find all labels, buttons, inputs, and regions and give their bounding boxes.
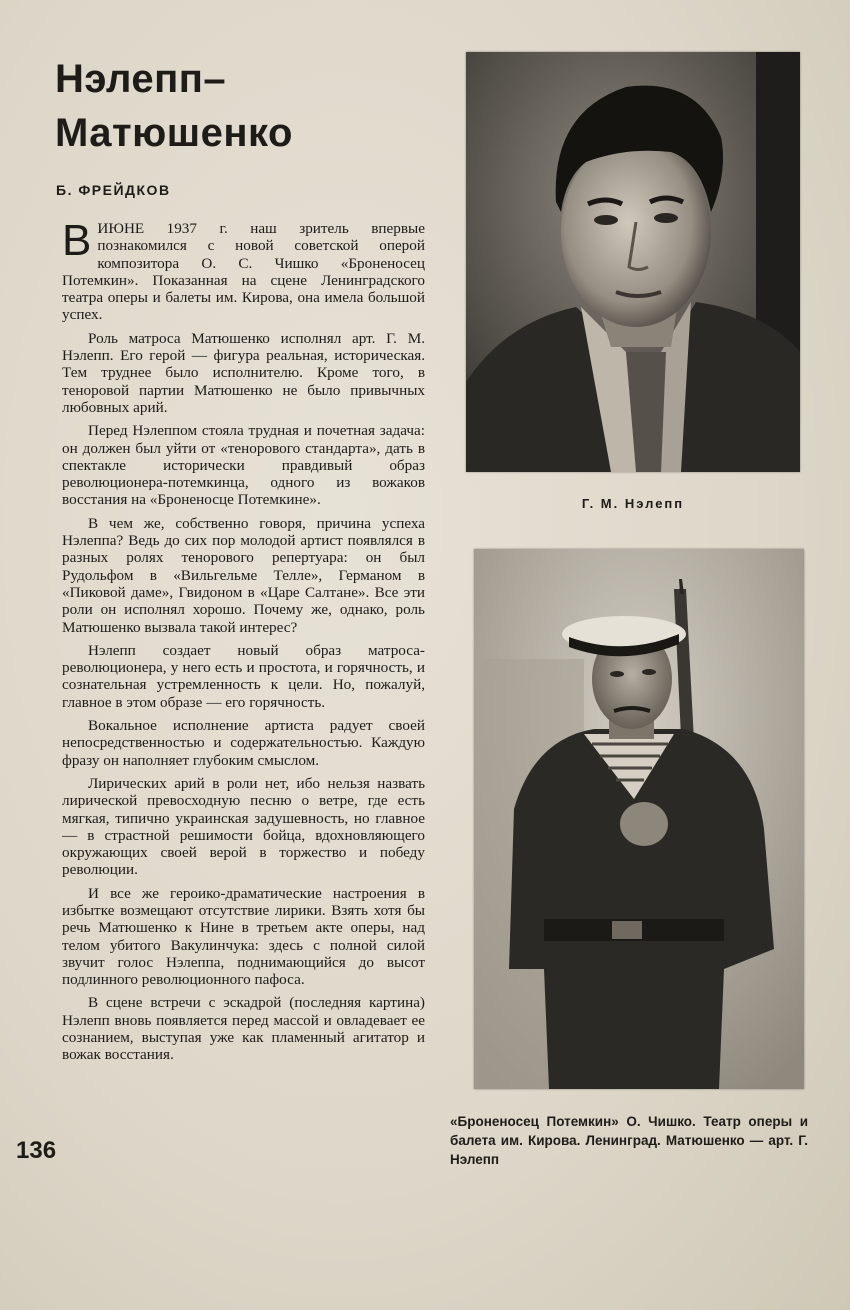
article-title (55, 52, 435, 160)
sailor-illustration (474, 549, 804, 1089)
stage-photo (474, 549, 804, 1089)
drop-cap: В (62, 216, 92, 265)
paragraph: Нэлепп создает новый образ матроса-революционера, у него есть и простота, и горячность, и сознательная устремленность к цели. Но, пожалуй, главное в этом образе — его горячность. (62, 641, 425, 711)
paragraph: Роль матроса Матюшенко исполнял арт. Г. М. Нэлепп. Его герой — фигура реальная, историческая. Тем труднее было исполнителю. Кроме того, в теноровой партии Матюшенко не было привычных любовных арий. (62, 329, 425, 416)
paragraph: И все же героико-драматические настроения в избытке возмещают отсутствие лирики. Взять хотя бы речь Матюшенко к Нине в третьем акте оперы, над телом убитого Вакулинчука: здесь с полной силой звучит голос Нэлеппа, поднимающийся до высот подлинного революционного пафоса. (62, 884, 425, 989)
page-number: 136 (16, 1137, 57, 1164)
author-byline: Б. ФРЕЙДКОВ (56, 182, 171, 198)
paragraph: Лирических арий в роли нет, ибо нельзя назвать лирической превосходную песню о ветре, где есть мягкая, типично украинская задушевность, но главное — в страстной решимости бойца, вдохновляющего окружающих своей верой в торжество и победу революции. (62, 774, 425, 879)
title-line-1: Нэлепп– (55, 57, 227, 101)
portrait-photo (466, 52, 800, 472)
portrait-caption: Г. М. Нэлепп (581, 496, 685, 511)
paragraph: ВИЮНЕ 1937 г. наш зритель впервые познакомился с новой советской оперой композитора О. С. Чишко «Броненосец Потемкин». Показанная на сцене Ленинградского театра оперы и балеты им. Кирова, она имела большой успех. (62, 216, 425, 324)
paragraph: В сцене встречи с эскадрой (последняя картина) Нэлепп вновь появляется перед массой и овладевает ее сознанием, выступая уже как пламенный агитатор и вожак восстания. (62, 994, 425, 1064)
paragraph: В чем же, собственно говоря, причина успеха Нэлеппа? Ведь до сих пор молодой артист появлялся в разных ролях тенорового репертуара: он был Рудольфом в «Вильгельме Телле», Германом в «Пиковой даме», Гвидоном в «Царе Салтане». Все эти роли он исполнял хорошо. Почему же, однако, роль Матюшенко вызвала такой интерес? (62, 514, 425, 636)
stage-photo-caption: «Броненосец Потемкин» О. Чишко. Театр оперы и балета им. Кирова. Ленинград. Матюшенко — арт. Г. Нэлепп (450, 1114, 808, 1167)
paragraph: Перед Нэлеппом стояла трудная и почетная задача: он должен был уйти от «тенорового стандарта», дать в спектакле исторически правдивый образ революционера-потемкинца, одного из вожаков восстания на «Броненосце Потемкине». (62, 422, 425, 509)
paragraph: Вокальное исполнение артиста радует своей непосредственностью и содержательностью. Каждую фразу он наполняет глубоким смыслом. (62, 717, 425, 769)
portrait-illustration (466, 52, 800, 472)
title-line-2: Матюшенко (55, 111, 293, 155)
article-body (62, 216, 425, 1070)
